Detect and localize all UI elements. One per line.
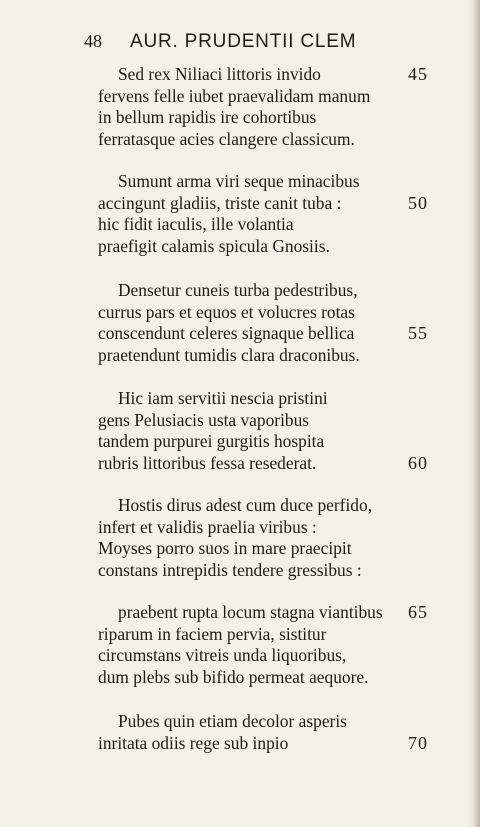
verse-line — [0, 86, 470, 108]
verse-line — [0, 107, 470, 129]
verse-line — [0, 453, 470, 475]
verse-text: in bellum rapidis ire cohortibus — [98, 107, 317, 127]
stanza — [0, 495, 470, 581]
verse-line — [0, 302, 470, 324]
verse-text: accingunt gladiis, triste canit tuba : — [98, 192, 342, 213]
verse-line — [0, 711, 470, 733]
line-number: 50 — [408, 192, 428, 213]
verse-line — [0, 602, 470, 624]
verse-line — [0, 64, 470, 86]
verse-text: Densetur cuneis turba pedestribus, — [118, 280, 358, 300]
verse-line — [0, 236, 470, 258]
verse-text: tandem purpurei gurgitis hospita — [98, 431, 325, 451]
line-number: 45 — [408, 64, 428, 84]
verse-text: infert et validis praelia viribus : — [98, 516, 317, 537]
verse-line — [0, 538, 470, 560]
verse-text: Sed rex Niliaci littoris invido — [118, 64, 321, 84]
stanza — [0, 388, 470, 474]
verse-line — [0, 733, 470, 755]
verse-line — [0, 129, 470, 151]
page-number: 48 — [84, 31, 102, 51]
verse-text: rubris littoribus fessa resederat. — [98, 452, 317, 473]
line-number: 65 — [408, 602, 428, 622]
verse-text: Sumunt arma viri seque minacibus — [118, 171, 360, 191]
verse-line — [0, 645, 470, 667]
verse-line — [0, 214, 470, 236]
line-number: 60 — [408, 452, 428, 473]
stanza — [0, 280, 470, 366]
verse-text: praetendunt tumidis clara draconibus. — [98, 344, 360, 365]
verse-line — [0, 410, 470, 432]
verse-line — [0, 323, 470, 345]
verse-text: fervens felle iubet praevalidam manum — [98, 85, 371, 106]
verse-text: ferratasque acies clangere classicum. — [98, 128, 355, 149]
verse-text: Pubes quin etiam decolor asperis — [118, 711, 347, 731]
verse-text: currus pars et equos et volucres rotas — [98, 301, 355, 322]
line-number: 70 — [408, 732, 428, 753]
verse-text: riparum in faciem pervia, sistitur — [98, 623, 327, 644]
verse-line — [0, 280, 470, 302]
verse-line — [0, 495, 470, 517]
verse-text: circumstans vitreis unda liquoribus, — [98, 645, 347, 665]
running-head: AUR. PRUDENTII CLEM — [130, 31, 357, 52]
verse-line — [0, 517, 470, 539]
verse-line — [0, 345, 470, 367]
verse-text: hic fidit iaculis, ille volantia — [98, 214, 294, 234]
line-number: 55 — [408, 323, 428, 343]
verse-text: gens Pelusiacis usta vaporibus — [98, 409, 310, 430]
verse-text: constans intrepidis tendere gressibus : — [98, 559, 362, 580]
stanza — [0, 602, 470, 688]
verse-line — [0, 624, 470, 646]
running-header — [84, 31, 384, 55]
verse-text: praebent rupta locum stagna viantibus — [118, 602, 383, 622]
verse-line — [0, 171, 470, 193]
verse-line — [0, 431, 470, 453]
verse-line — [0, 560, 470, 582]
stanza — [0, 171, 470, 257]
verse-line — [0, 388, 470, 410]
verse-text: praefigit calamis spicula Gnosiis. — [98, 235, 330, 256]
verse-text: Hostis dirus adest cum duce perfido, — [118, 495, 373, 515]
verse-text: Moyses porro suos in mare praecipit — [98, 538, 352, 558]
stanza — [0, 711, 470, 754]
verse-text: dum plebs sub bifido permeat aequore. — [98, 666, 369, 687]
stanza — [0, 64, 470, 150]
verse-line — [0, 667, 470, 689]
verse-line — [0, 193, 470, 215]
verse-text: Hic iam servitii nescia pristini — [118, 388, 328, 408]
verse-text: inritata odiis rege sub inpio — [98, 732, 289, 753]
verse-text: conscendunt celeres signaque bellica — [98, 323, 355, 343]
